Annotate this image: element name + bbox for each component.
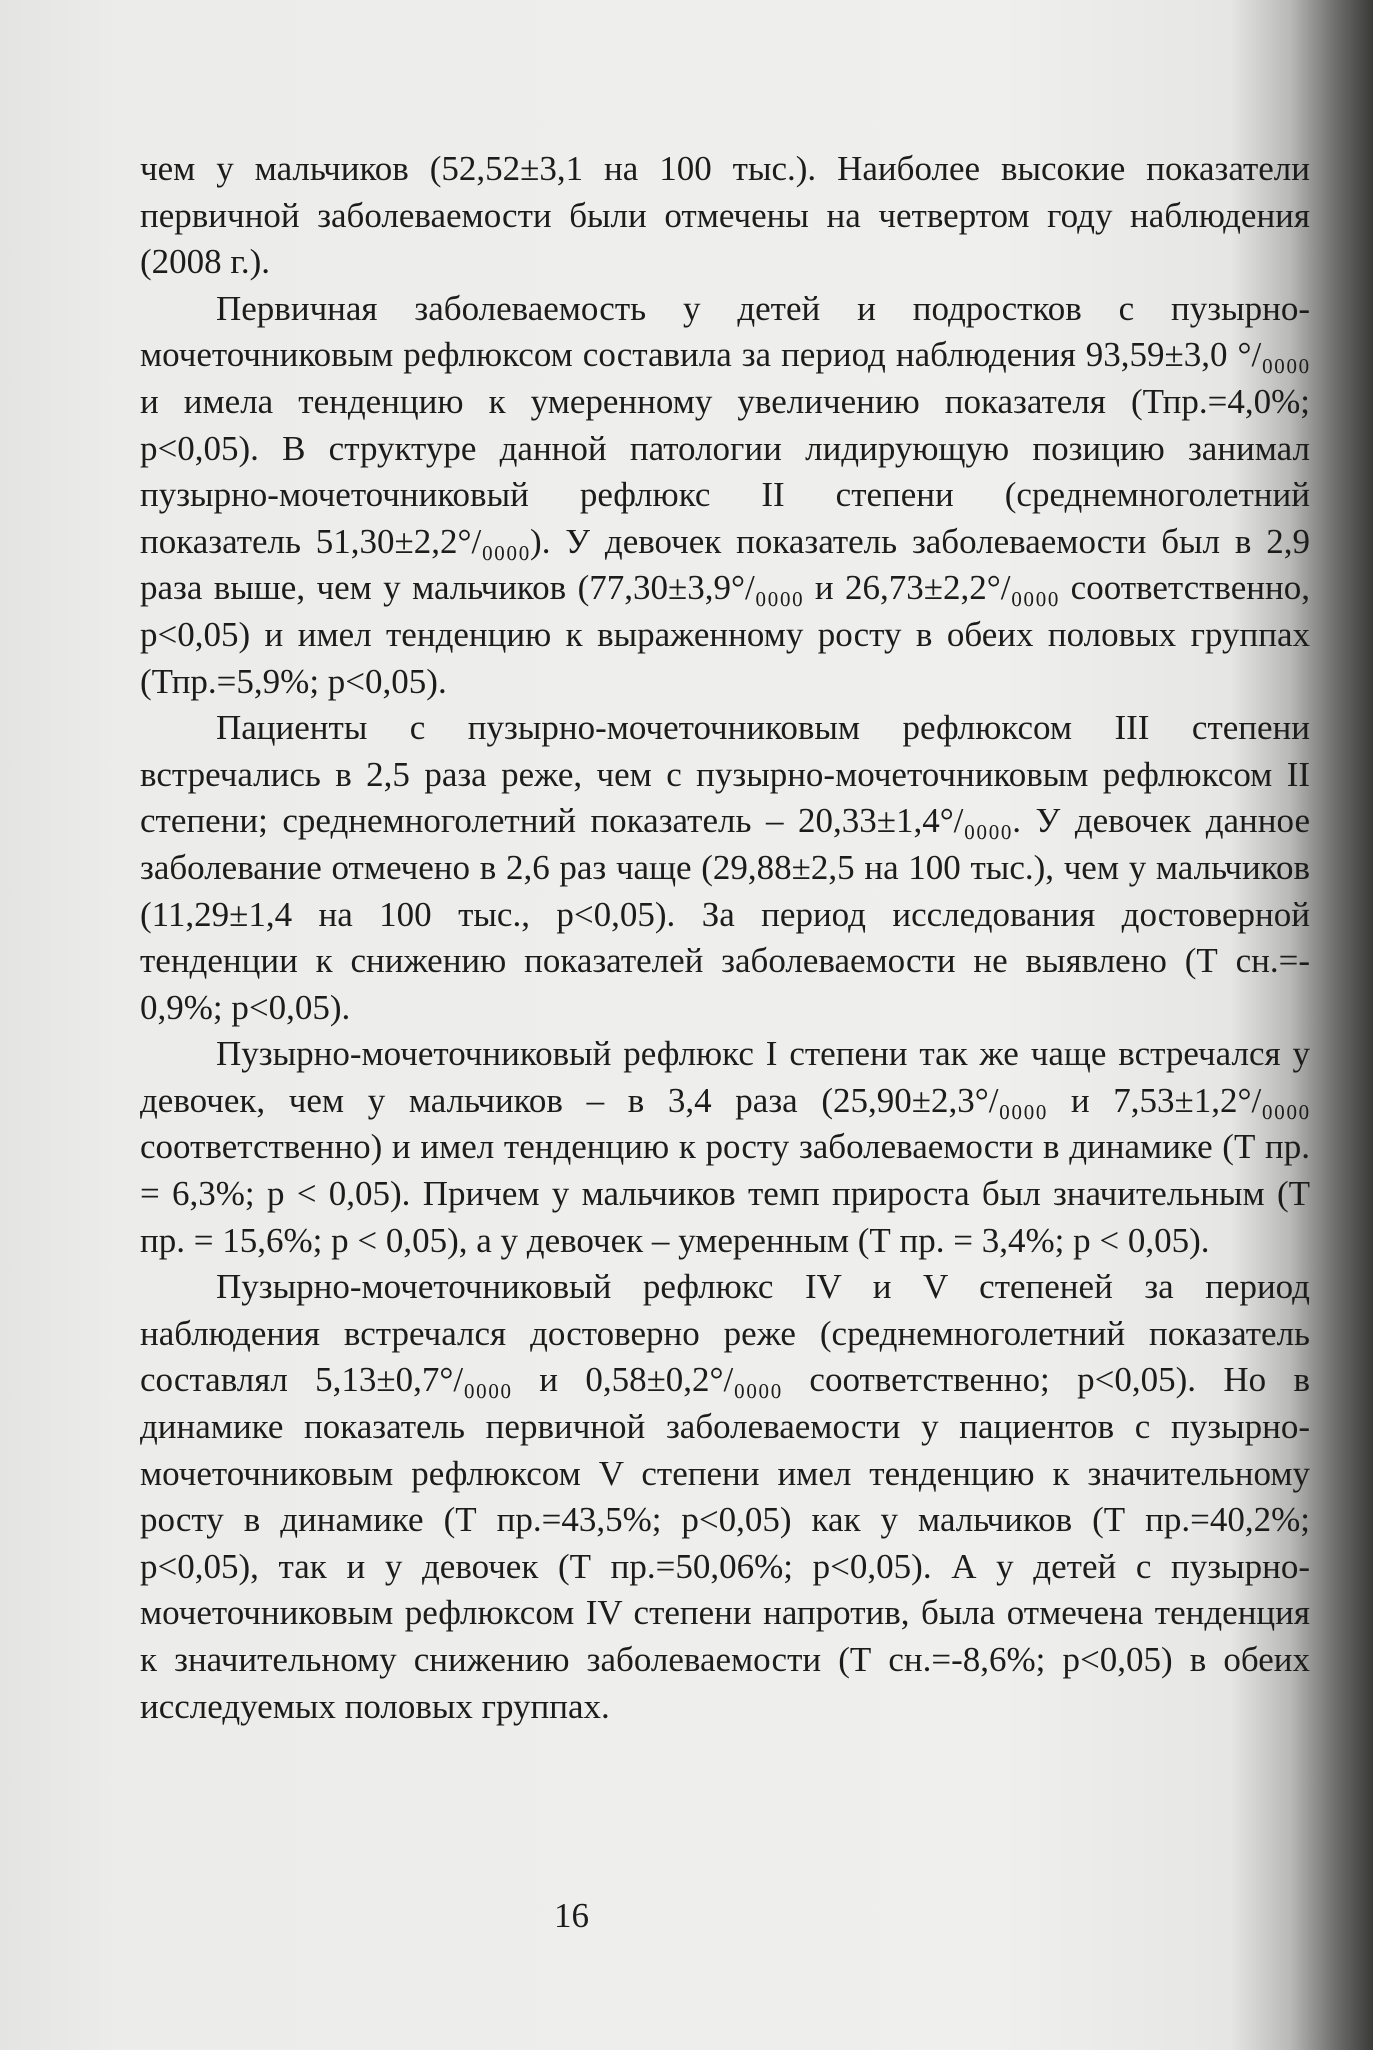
body-text [140,146,1310,1730]
paragraph-1: чем у мальчиков (52,52±3,1 на 100 тыс.). Наиболее высокие показатели первичной заболеваемости были отмечены на четвертом году наблюдения (2008 г.). [140,149,1310,282]
paragraph-4: Пузырно-мочеточниковый рефлюкс I степени так же чаще встречался у девочек, чем у мальчиков – в 3,4 раза (25,90±2,3°/₀₀₀₀ и 7,53±1,2°/₀₀₀₀ соответственно) и имел тенденцию к росту заболеваемости в динамике (Т пр. = 6,3%; p < 0,05). Причем у мальчиков темп прироста был значительным (Т пр. = 15,6%; p < 0,05), а у девочек – умеренным (Т пр. = 3,4%; p < 0,05). [140,1034,1310,1260]
paragraph-2: Первичная заболеваемость у детей и подростков с пузырно-мочеточниковым рефлюксом составила за период наблюдения 93,59±3,0 °/₀₀₀₀ и имела тенденцию к умеренному увеличению показателя (Тпр.=4,0%; p<0,05). В структуре данной патологии лидирующую позицию занимал пузырно-мочеточниковый рефлюкс II степени (среднемноголетний показатель 51,30±2,2°/₀₀₀₀). У девочек показатель заболеваемости был в 2,9 раза выше, чем у мальчиков (77,30±3,9°/₀₀₀₀ и 26,73±2,2°/₀₀₀₀ соответственно, p<0,05) и имел тенденцию к выраженному росту в обеих половых группах (Тпр.=5,9%; p<0,05). [140,288,1310,701]
paragraph-3: Пациенты с пузырно-мочеточниковым рефлюксом III степени встречались в 2,5 раза реже, чем с пузырно-мочеточниковым рефлюксом II степени; среднемноголетний показатель – 20,33±1,4°/₀₀₀₀. У девочек данное заболевание отмечено в 2,6 раз чаще (29,88±2,5 на 100 тыс.), чем у мальчиков (11,29±1,4 на 100 тыс., p<0,05). За период исследования достоверной тенденции к снижению показателей заболеваемости не выявлено (Т сн.=- 0,9%; p<0,05). [140,708,1310,1027]
page-number: 16 [554,1896,589,1935]
paragraph-5: Пузырно-мочеточниковый рефлюкс IV и V степеней за период наблюдения встречался достоверно реже (среднемноголетний показатель составлял 5,13±0,7°/₀₀₀₀ и 0,58±0,2°/₀₀₀₀ соответственно; p<0,05). Но в динамике показатель первичной заболеваемости у пациентов с пузырно-мочеточниковым рефлюксом V степени имел тенденцию к значительному росту в динамике (Т пр.=43,5%; p<0,05) как у мальчиков (Т пр.=40,2%; p<0,05), так и у девочек (Т пр.=50,06%; p<0,05). А у детей с пузырно-мочеточниковым рефлюксом IV степени напротив, была отмечена тенденция к значительному снижению заболеваемости (Т сн.=-8,6%; p<0,05) в обеих исследуемых половых группах. [140,1267,1310,1726]
